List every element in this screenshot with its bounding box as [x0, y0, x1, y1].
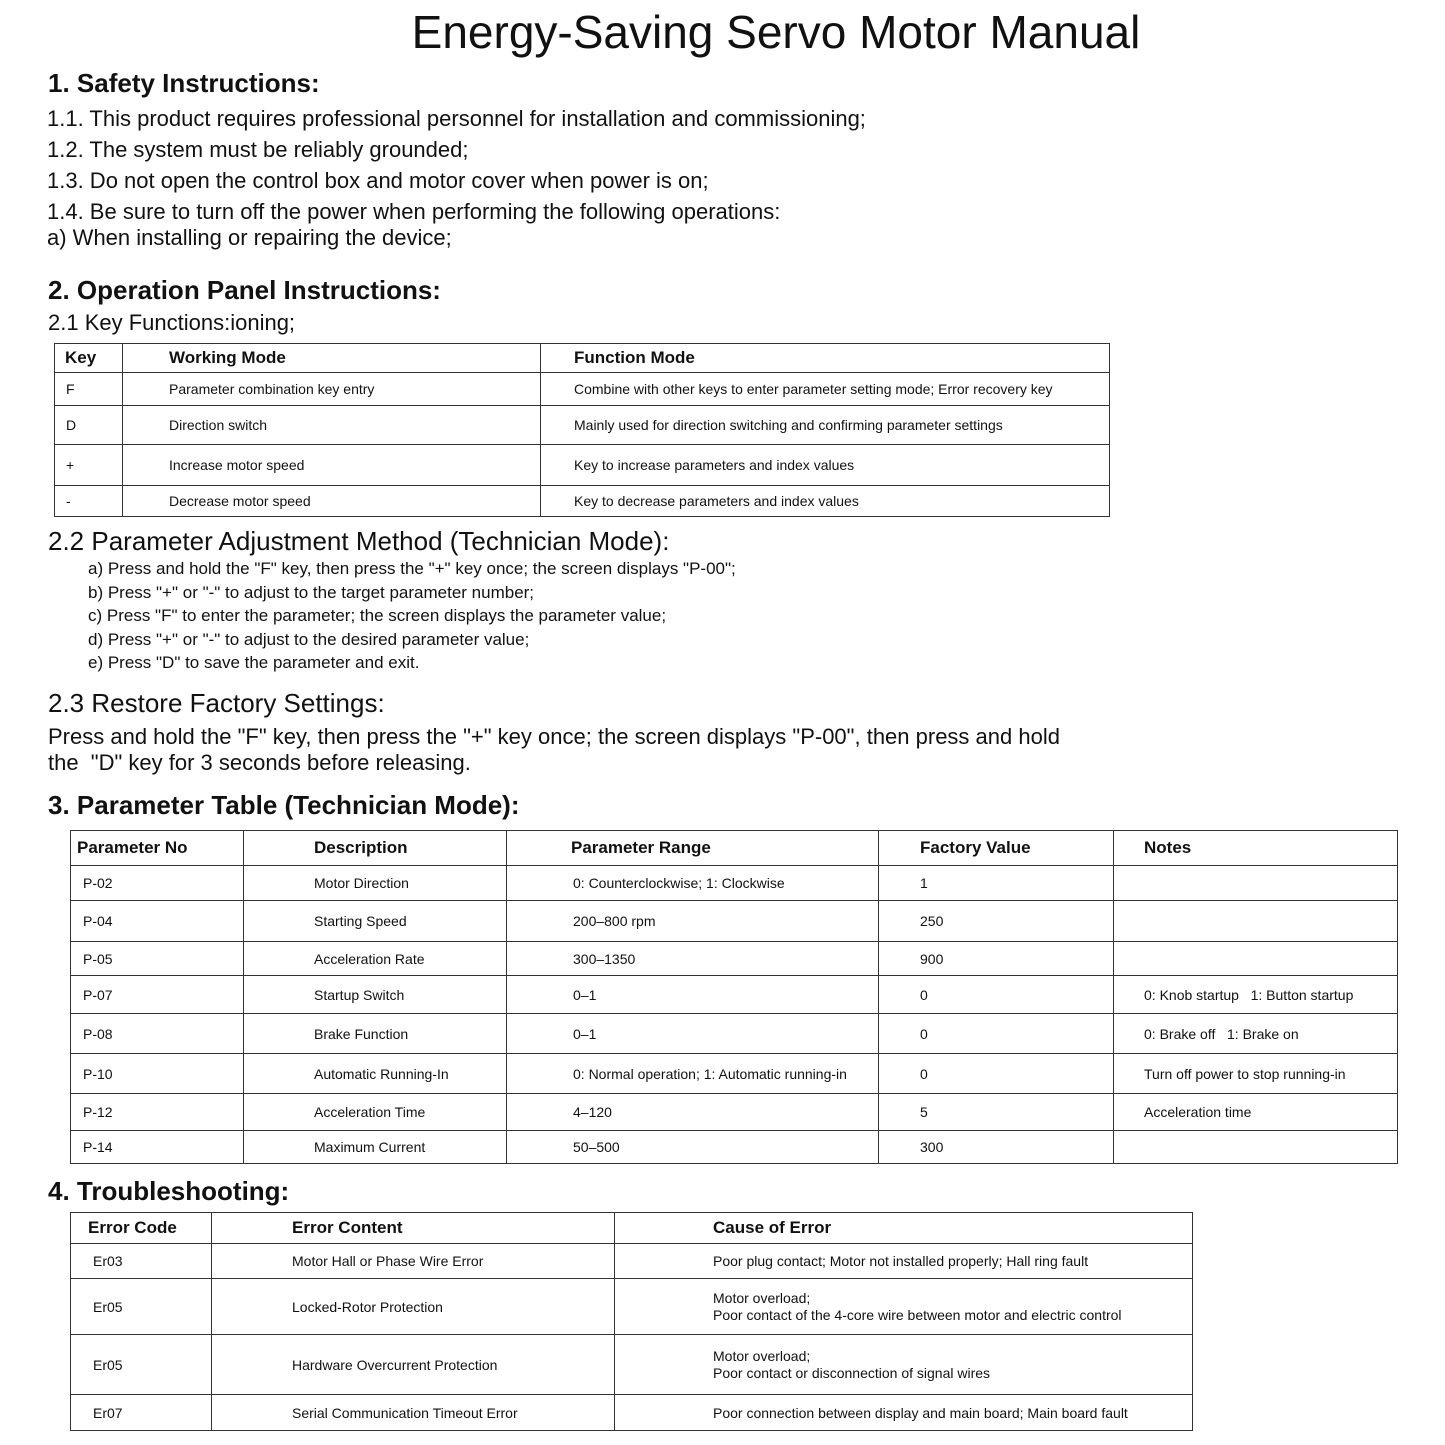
- table-cell: F: [55, 373, 123, 406]
- safety-item: 1.1. This product requires professional personnel for installation and commissioning;: [47, 106, 866, 131]
- key-function-table: [54, 343, 1110, 517]
- table-row: [71, 942, 1398, 976]
- table-cell: P-04: [71, 901, 244, 942]
- table-row: [71, 866, 1398, 901]
- table-cell: 0: Counterclockwise; 1: Clockwise: [507, 866, 879, 901]
- table-cell: Decrease motor speed: [123, 486, 541, 517]
- table-row: [71, 1131, 1398, 1164]
- key-functions-subheading: 2.1 Key Functions:ioning;: [48, 310, 296, 335]
- table-cell: 1: [879, 866, 1114, 901]
- table-cell: P-02: [71, 866, 244, 901]
- page-title: Energy-Saving Servo Motor Manual: [411, 6, 1141, 58]
- column-header: Error Content: [212, 1213, 615, 1244]
- table-cell: Mainly used for direction switching and confirming parameter settings: [541, 406, 1110, 445]
- column-header: Cause of Error: [615, 1213, 1193, 1244]
- table-cell: Maximum Current: [244, 1131, 507, 1164]
- safety-item: a) When installing or repairing the device;: [47, 225, 452, 250]
- table-row: [71, 1395, 1193, 1431]
- table-cell: Motor overload; Poor contact or disconnection of signal wires: [615, 1335, 1193, 1395]
- table-cell: Er07: [71, 1395, 212, 1431]
- column-header: Function Mode: [541, 344, 1110, 373]
- adjustment-step: c) Press "F" to enter the parameter; the screen displays the parameter value;: [88, 606, 667, 625]
- column-header: Key: [55, 344, 123, 373]
- table-cell: -: [55, 486, 123, 517]
- table-cell: 0: [879, 1054, 1114, 1094]
- troubleshooting-heading: 4. Troubleshooting:: [48, 1176, 290, 1206]
- column-header: Parameter No: [71, 831, 244, 866]
- parameter-table-heading: 3. Parameter Table (Technician Mode):: [48, 790, 520, 820]
- table-cell: 900: [879, 942, 1114, 976]
- troubleshooting-table: [70, 1212, 1193, 1431]
- table-row: [55, 445, 1110, 486]
- column-header: Working Mode: [123, 344, 541, 373]
- column-header: Parameter Range: [507, 831, 879, 866]
- column-header: Factory Value: [879, 831, 1114, 866]
- table-cell: Motor overload; Poor contact of the 4-core wire between motor and electric control: [615, 1279, 1193, 1335]
- table-cell: Startup Switch: [244, 976, 507, 1014]
- table-cell: Automatic Running-In: [244, 1054, 507, 1094]
- table-row: [71, 1094, 1398, 1131]
- table-row: [71, 1014, 1398, 1054]
- table-cell: 250: [879, 901, 1114, 942]
- table-cell: Hardware Overcurrent Protection: [212, 1335, 615, 1395]
- table-cell: P-07: [71, 976, 244, 1014]
- table-cell: [1114, 1131, 1398, 1164]
- table-cell: Turn off power to stop running-in: [1114, 1054, 1398, 1094]
- panel-heading: 2. Operation Panel Instructions:: [48, 275, 441, 305]
- column-header: Notes: [1114, 831, 1398, 866]
- safety-heading: 1. Safety Instructions:: [48, 68, 320, 98]
- table-row: [71, 901, 1398, 942]
- adjustment-step: a) Press and hold the "F" key, then press the "+" key once; the screen displays "P-00";: [88, 559, 736, 578]
- safety-item: 1.2. The system must be reliably grounded;: [47, 137, 469, 162]
- adjustment-step: b) Press "+" or "-" to adjust to the target parameter number;: [88, 583, 535, 602]
- table-cell: P-12: [71, 1094, 244, 1131]
- table-cell: 0: Normal operation; 1: Automatic running-in: [507, 1054, 879, 1094]
- parameter-table: [70, 830, 1398, 1164]
- table-row: [71, 1279, 1193, 1335]
- table-cell: D: [55, 406, 123, 445]
- restore-text-line: Press and hold the "F" key, then press the "+" key once; the screen displays "P-00", then press and hold: [48, 724, 1060, 749]
- adjustment-step: e) Press "D" to save the parameter and exit.: [88, 653, 420, 672]
- safety-item: 1.4. Be sure to turn off the power when performing the following operations:: [47, 199, 781, 224]
- table-row: [71, 1335, 1193, 1395]
- restore-text-line: the "D" key for 3 seconds before releasing.: [48, 750, 471, 775]
- table-cell: Er03: [71, 1244, 212, 1279]
- table-cell: P-10: [71, 1054, 244, 1094]
- column-header: Description: [244, 831, 507, 866]
- table-row: [55, 486, 1110, 517]
- table-cell: 200–800 rpm: [507, 901, 879, 942]
- table-cell: Combine with other keys to enter parameter setting mode; Error recovery key: [541, 373, 1110, 406]
- table-cell: Acceleration time: [1114, 1094, 1398, 1131]
- parameter-adjustment-heading: 2.2 Parameter Adjustment Method (Technician Mode):: [48, 526, 670, 556]
- table-cell: Motor Direction: [244, 866, 507, 901]
- safety-item: 1.3. Do not open the control box and motor cover when power is on;: [47, 168, 709, 193]
- table-row: [55, 406, 1110, 445]
- table-cell: Increase motor speed: [123, 445, 541, 486]
- table-cell: 300–1350: [507, 942, 879, 976]
- table-row: [55, 373, 1110, 406]
- table-cell: P-05: [71, 942, 244, 976]
- table-header-row: [71, 831, 1398, 866]
- table-row: [71, 1244, 1193, 1279]
- table-cell: Brake Function: [244, 1014, 507, 1054]
- table-cell: +: [55, 445, 123, 486]
- table-cell: 300: [879, 1131, 1114, 1164]
- table-cell: Er05: [71, 1279, 212, 1335]
- table-cell: 5: [879, 1094, 1114, 1131]
- table-cell: Parameter combination key entry: [123, 373, 541, 406]
- table-cell: 0: Knob startup 1: Button startup: [1114, 976, 1398, 1014]
- table-cell: [1114, 942, 1398, 976]
- table-cell: 0: [879, 1014, 1114, 1054]
- table-cell: 0: [879, 976, 1114, 1014]
- table-cell: Poor connection between display and main board; Main board fault: [615, 1395, 1193, 1431]
- table-cell: Locked-Rotor Protection: [212, 1279, 615, 1335]
- table-cell: 4–120: [507, 1094, 879, 1131]
- table-cell: Motor Hall or Phase Wire Error: [212, 1244, 615, 1279]
- table-cell: Acceleration Rate: [244, 942, 507, 976]
- table-cell: Direction switch: [123, 406, 541, 445]
- table-cell: 50–500: [507, 1131, 879, 1164]
- table-cell: Poor plug contact; Motor not installed properly; Hall ring fault: [615, 1244, 1193, 1279]
- table-cell: Starting Speed: [244, 901, 507, 942]
- table-cell: Key to increase parameters and index values: [541, 445, 1110, 486]
- table-cell: 0–1: [507, 976, 879, 1014]
- table-cell: [1114, 866, 1398, 901]
- table-header-row: [71, 1213, 1193, 1244]
- column-header: Error Code: [71, 1213, 212, 1244]
- adjustment-step: d) Press "+" or "-" to adjust to the desired parameter value;: [88, 630, 530, 649]
- table-cell: P-14: [71, 1131, 244, 1164]
- table-row: [71, 1054, 1398, 1094]
- table-cell: Acceleration Time: [244, 1094, 507, 1131]
- table-cell: P-08: [71, 1014, 244, 1054]
- table-cell: Er05: [71, 1335, 212, 1395]
- table-cell: 0: Brake off 1: Brake on: [1114, 1014, 1398, 1054]
- table-header-row: [55, 344, 1110, 373]
- table-cell: Key to decrease parameters and index values: [541, 486, 1110, 517]
- table-cell: Serial Communication Timeout Error: [212, 1395, 615, 1431]
- table-cell: [1114, 901, 1398, 942]
- table-cell: 0–1: [507, 1014, 879, 1054]
- table-row: [71, 976, 1398, 1014]
- restore-heading: 2.3 Restore Factory Settings:: [48, 688, 385, 718]
